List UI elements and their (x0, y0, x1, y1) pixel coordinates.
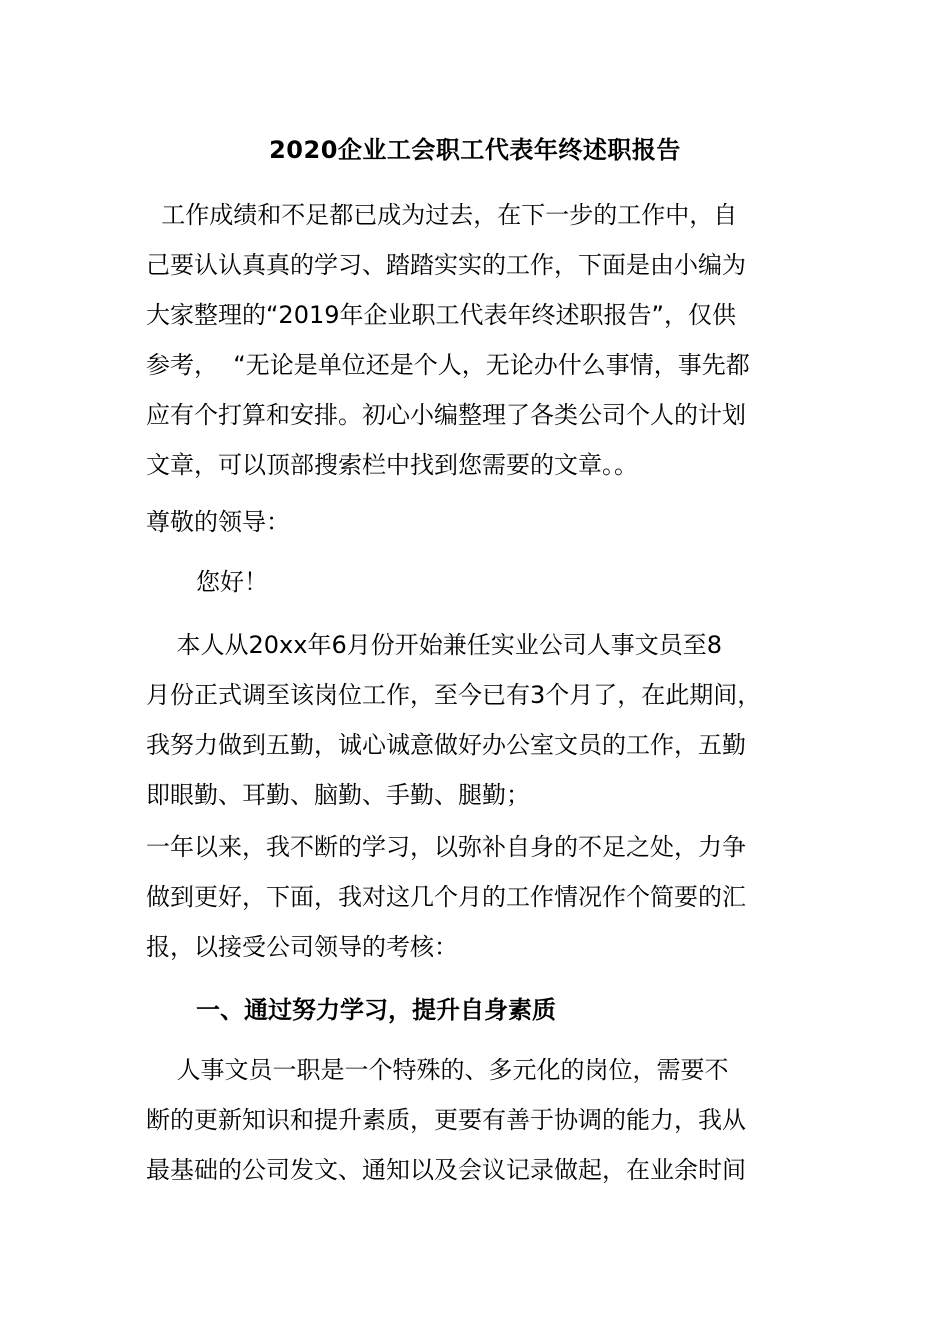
paragraph-line: 己要认认真真的学习、踏踏实实的工作，下面是由小编为 (146, 251, 746, 279)
paragraph-line: 文章，可以顶部搜索栏中找到您需要的文章。。 (146, 451, 638, 479)
paragraph-line: 断的更新知识和提升素质，更要有善于协调的能力，我从 (146, 1106, 746, 1134)
paragraph-line: 月份正式调至该岗位工作，至今已有3个月了，在此期间， (146, 681, 762, 709)
paragraph-line: 最基础的公司发文、通知以及会议记录做起，在业余时间 (146, 1156, 746, 1184)
paragraph-line: 做到更好，下面，我对这几个月的工作情况作个简要的汇 (146, 883, 746, 911)
paragraph-line: 参考， “无论是单位还是个人，无论办什么事情，事先都 (146, 351, 750, 379)
body-paragraph-1 (146, 620, 806, 820)
intro-paragraph (146, 190, 806, 490)
greeting-hello: 您好！ (196, 568, 268, 596)
paragraph-line: 人事文员一职是一个特殊的、多元化的岗位，需要不 (146, 1056, 729, 1084)
paragraph-line: 工作成绩和不足都已成为过去，在下一步的工作中，自 (146, 201, 738, 229)
body-paragraph-3 (146, 1045, 806, 1195)
paragraph-line: 大家整理的“2019年企业职工代表年终述职报告”，仅供 (146, 301, 736, 329)
document-title: 2020企业工会职工代表年终述职报告 (269, 136, 681, 164)
paragraph-line: 本人从20xx年6月份开始兼任实业公司人事文员至8 (146, 631, 722, 659)
salutation: 尊敬的领导： (146, 508, 290, 536)
paragraph-line: 应有个打算和安排。初心小编整理了各类公司个人的计划 (146, 401, 746, 429)
paragraph-line: 报，以接受公司领导的考核： (146, 933, 458, 961)
body-paragraph-2 (146, 822, 806, 972)
section-heading: 一、通过努力学习，提升自身素质 (196, 996, 556, 1024)
paragraph-line: 我努力做到五勤，诚心诚意做好办公室文员的工作，五勤 (146, 731, 746, 759)
paragraph-line: 一年以来，我不断的学习，以弥补自身的不足之处，力争 (146, 833, 746, 861)
paragraph-line: 即眼勤、耳勤、脑勤、手勤、腿勤； (146, 781, 530, 809)
